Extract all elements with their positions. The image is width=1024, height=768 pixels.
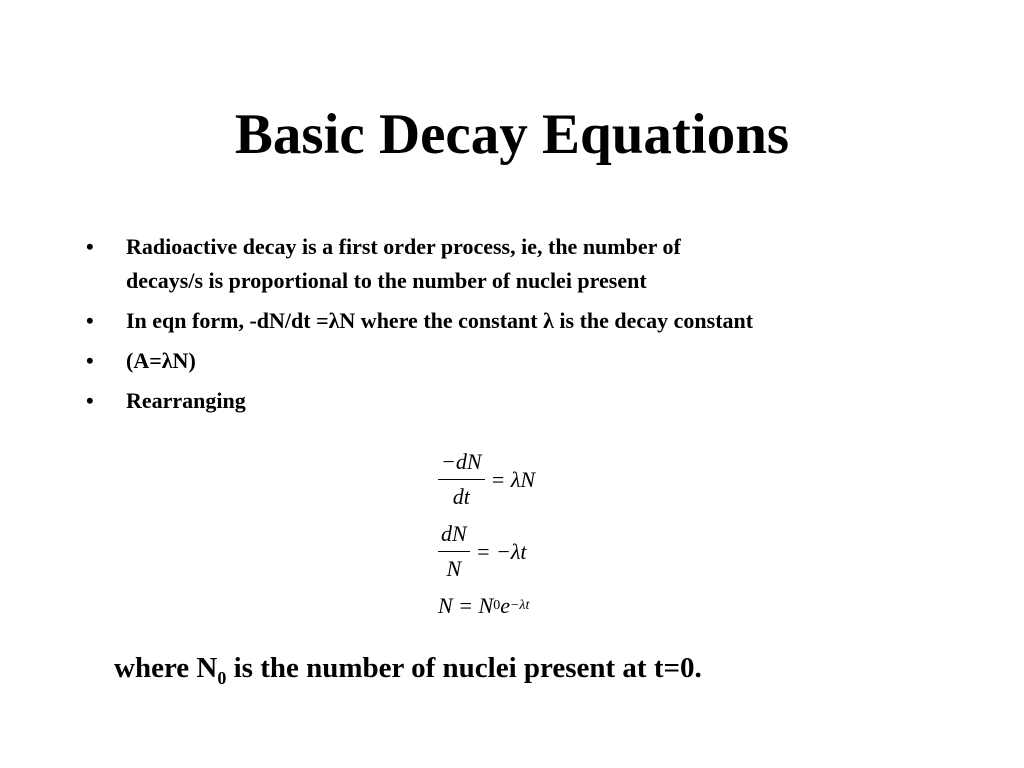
equation-subscript: 0 [493, 598, 501, 613]
bullet-item [86, 344, 966, 378]
bullet-text: In eqn form, -dN/dt =λN where the constant λ is the decay constant [126, 308, 754, 333]
bullet-text: (A=λN) [126, 348, 196, 373]
bullet-dot-icon: • [86, 348, 94, 373]
footnote-subscript: 0 [217, 668, 227, 688]
fraction-numerator: −dN [441, 449, 482, 474]
bullet-item [86, 384, 966, 418]
equation-rate [438, 448, 535, 511]
fraction-denominator: N [446, 556, 462, 581]
fraction-numerator: dN [441, 521, 467, 546]
bullet-dot-icon: • [86, 308, 94, 333]
fraction [438, 520, 470, 583]
footnote-before: where N [114, 652, 218, 684]
fraction [438, 448, 485, 511]
bullet-text: Radioactive decay is a first order process, ie, the number of [126, 234, 681, 259]
footnote [114, 648, 702, 698]
equation-rearranged [438, 520, 527, 583]
fraction-bar [438, 479, 485, 480]
bullet-text-continued: decays/s is proportional to the number of nuclei present [126, 268, 647, 293]
fraction-denominator: dt [452, 484, 470, 509]
bullet-dot-icon: • [86, 234, 94, 259]
bullet-dot-icon: • [86, 388, 94, 413]
bullet-item [86, 230, 966, 298]
bullet-text: Rearranging [126, 388, 246, 413]
equation-rhs: = −λt [475, 538, 527, 564]
bullet-item [86, 304, 966, 338]
equation-block [0, 440, 1024, 630]
equation-lhs: N = N [438, 593, 494, 618]
bullet-list [86, 230, 966, 424]
fraction-bar [438, 551, 470, 552]
equation-base: e [500, 593, 510, 618]
equation-rhs: = λN [490, 466, 536, 492]
slide-title: Basic Decay Equations [234, 103, 790, 166]
equation-exponent: −λt [509, 598, 530, 613]
footnote-after: is the number of nuclei present at t=0. [226, 652, 702, 684]
equation-solution [438, 592, 529, 620]
